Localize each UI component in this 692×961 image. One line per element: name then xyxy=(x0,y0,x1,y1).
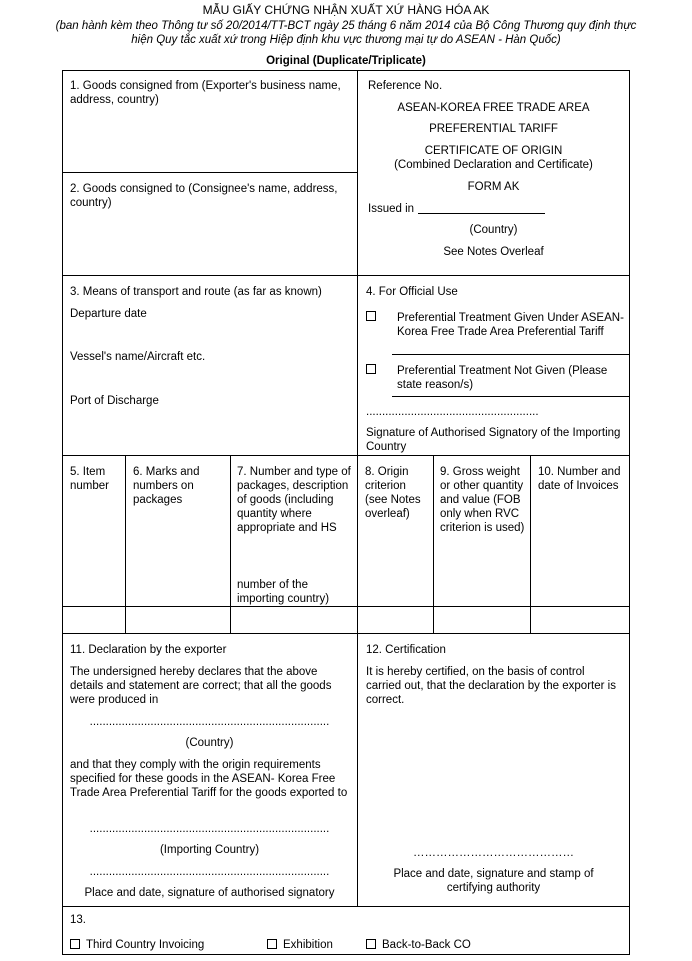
declaration-text: The undersigned hereby declares that the above details and statement are correct; that all the goods were produced in xyxy=(70,666,332,706)
declaration-compliance-text: and that they comply with the origin requirements specified for these goods in the ASEAN- Korea Free Trade Area Preferential Tariff for the goods exported to xyxy=(70,759,348,799)
col10-header: 10. Number and date of Invoices xyxy=(538,466,621,492)
certifying-signature-label: Place and date, signature and stamp of certifying authority xyxy=(393,868,594,894)
treatment-given-label: Preferential Treatment Given Under ASEAN- Korea Free Trade Area Preferential Tariff xyxy=(397,312,624,338)
declaration-country-dots: ........................................................................... xyxy=(89,716,330,728)
form-title: MẪU GIẤY CHỨNG NHẬN XUẤT XỨ HÀNG HÓA AK xyxy=(202,3,490,17)
third-country-checkbox[interactable] xyxy=(70,939,80,949)
divider-col10 xyxy=(530,455,531,634)
divider-main-col xyxy=(357,70,358,907)
declaration-country-label: (Country) xyxy=(185,737,234,749)
border-bottom xyxy=(62,954,630,955)
certifying-signature-dots: …………………………………… xyxy=(413,847,574,859)
issued-country-label: (Country) xyxy=(469,224,518,236)
col8-header: 8. Origin criterion (see Notes overleaf) xyxy=(365,466,421,520)
issued-in-line xyxy=(418,203,545,214)
divider-row4 xyxy=(62,906,630,907)
divider-box4-opt2 xyxy=(392,396,630,397)
form-ak-label: FORM AK xyxy=(467,181,520,193)
box4-signature-dots: ...................................................... xyxy=(366,406,539,418)
col5-header: 5. Item number xyxy=(70,466,109,492)
box1-label: 1. Goods consigned from (Exporter's business name, address, country) xyxy=(70,80,341,106)
cert-heading-line3: CERTIFICATE OF ORIGIN xyxy=(424,145,563,157)
issued-in-row xyxy=(368,202,545,216)
third-country-label: Third Country Invoicing xyxy=(86,939,205,951)
divider-row2 xyxy=(62,455,630,456)
cert-heading-line1: ASEAN-KOREA FREE TRADE AREA xyxy=(397,102,590,114)
departure-date-label: Departure date xyxy=(70,308,147,320)
back-to-back-label: Back-to-Back CO xyxy=(382,939,471,951)
form-subtitle: (ban hành kèm theo Thông tư số 20/2014/TT-BCT ngày 25 tháng 6 năm 2014 của Bộ Công Thương quy định thực hiện Quy tắc xuất xứ trong Hiệp định khu vực thương mại tự do ASEAN - Hàn Quốc) xyxy=(55,20,637,46)
port-discharge-label: Port of Discharge xyxy=(70,395,159,407)
exporter-signature-dots: ........................................................................... xyxy=(89,866,330,878)
divider-box4-opt1 xyxy=(392,354,630,355)
issued-in-label: Issued in xyxy=(368,203,415,215)
exhibition-checkbox[interactable] xyxy=(267,939,277,949)
box2-label: 2. Goods consigned to (Consignee's name, address, country) xyxy=(70,183,338,209)
divider-col7 xyxy=(230,455,231,634)
treatment-given-checkbox[interactable] xyxy=(366,311,376,321)
original-label: Original (Duplicate/Triplicate) xyxy=(266,55,426,67)
importing-country-label: (Importing Country) xyxy=(159,844,260,856)
reference-no-label: Reference No. xyxy=(368,80,443,92)
border-top xyxy=(62,70,630,71)
col7-header-cont: number of the importing country) xyxy=(237,579,330,605)
back-to-back-option xyxy=(366,938,471,952)
vessel-name-label: Vessel's name/Aircraft etc. xyxy=(70,351,206,363)
back-to-back-checkbox[interactable] xyxy=(366,939,376,949)
exhibition-option xyxy=(267,938,333,952)
box12-label: 12. Certification xyxy=(366,644,446,656)
divider-col9 xyxy=(433,455,434,634)
border-right xyxy=(629,70,630,955)
box11-label: 11. Declaration by the exporter xyxy=(70,644,227,656)
divider-goods-row xyxy=(62,606,630,607)
box3-label: 3. Means of transport and route (as far as known) xyxy=(70,286,322,298)
box13-label: 13. xyxy=(70,914,86,926)
cert-heading-line4: (Combined Declaration and Certificate) xyxy=(394,159,593,171)
treatment-not-given-checkbox[interactable] xyxy=(366,364,376,374)
col6-header: 6. Marks and numbers on packages xyxy=(133,466,200,506)
divider-row1 xyxy=(62,275,630,276)
box4-label: 4. For Official Use xyxy=(366,286,458,298)
divider-col6 xyxy=(125,455,126,634)
see-notes-label: See Notes Overleaf xyxy=(443,246,544,258)
certification-text: It is hereby certified, on the basis of control carried out, that the declaration by the exporter is correct. xyxy=(366,666,616,706)
col7-header: 7. Number and type of packages, description of goods (including quantity where appropriate and HS xyxy=(237,466,351,534)
divider-row3 xyxy=(62,633,630,634)
col9-header: 9. Gross weight or other quantity and value (FOB only when RVC criterion is used) xyxy=(440,466,525,534)
exporter-signature-label: Place and date, signature of authorised signatory xyxy=(84,887,335,899)
cert-heading-line2: PREFERENTIAL TARIFF xyxy=(429,123,558,135)
importing-signatory-label: Signature of Authorised Signatory of the Importing Country xyxy=(366,427,621,453)
treatment-not-given-label: Preferential Treatment Not Given (Please state reason/s) xyxy=(397,365,608,391)
divider-box1-box2 xyxy=(62,172,357,173)
exhibition-label: Exhibition xyxy=(283,939,333,951)
importing-country-dots: ........................................................................... xyxy=(89,823,330,835)
third-country-option xyxy=(70,938,204,952)
